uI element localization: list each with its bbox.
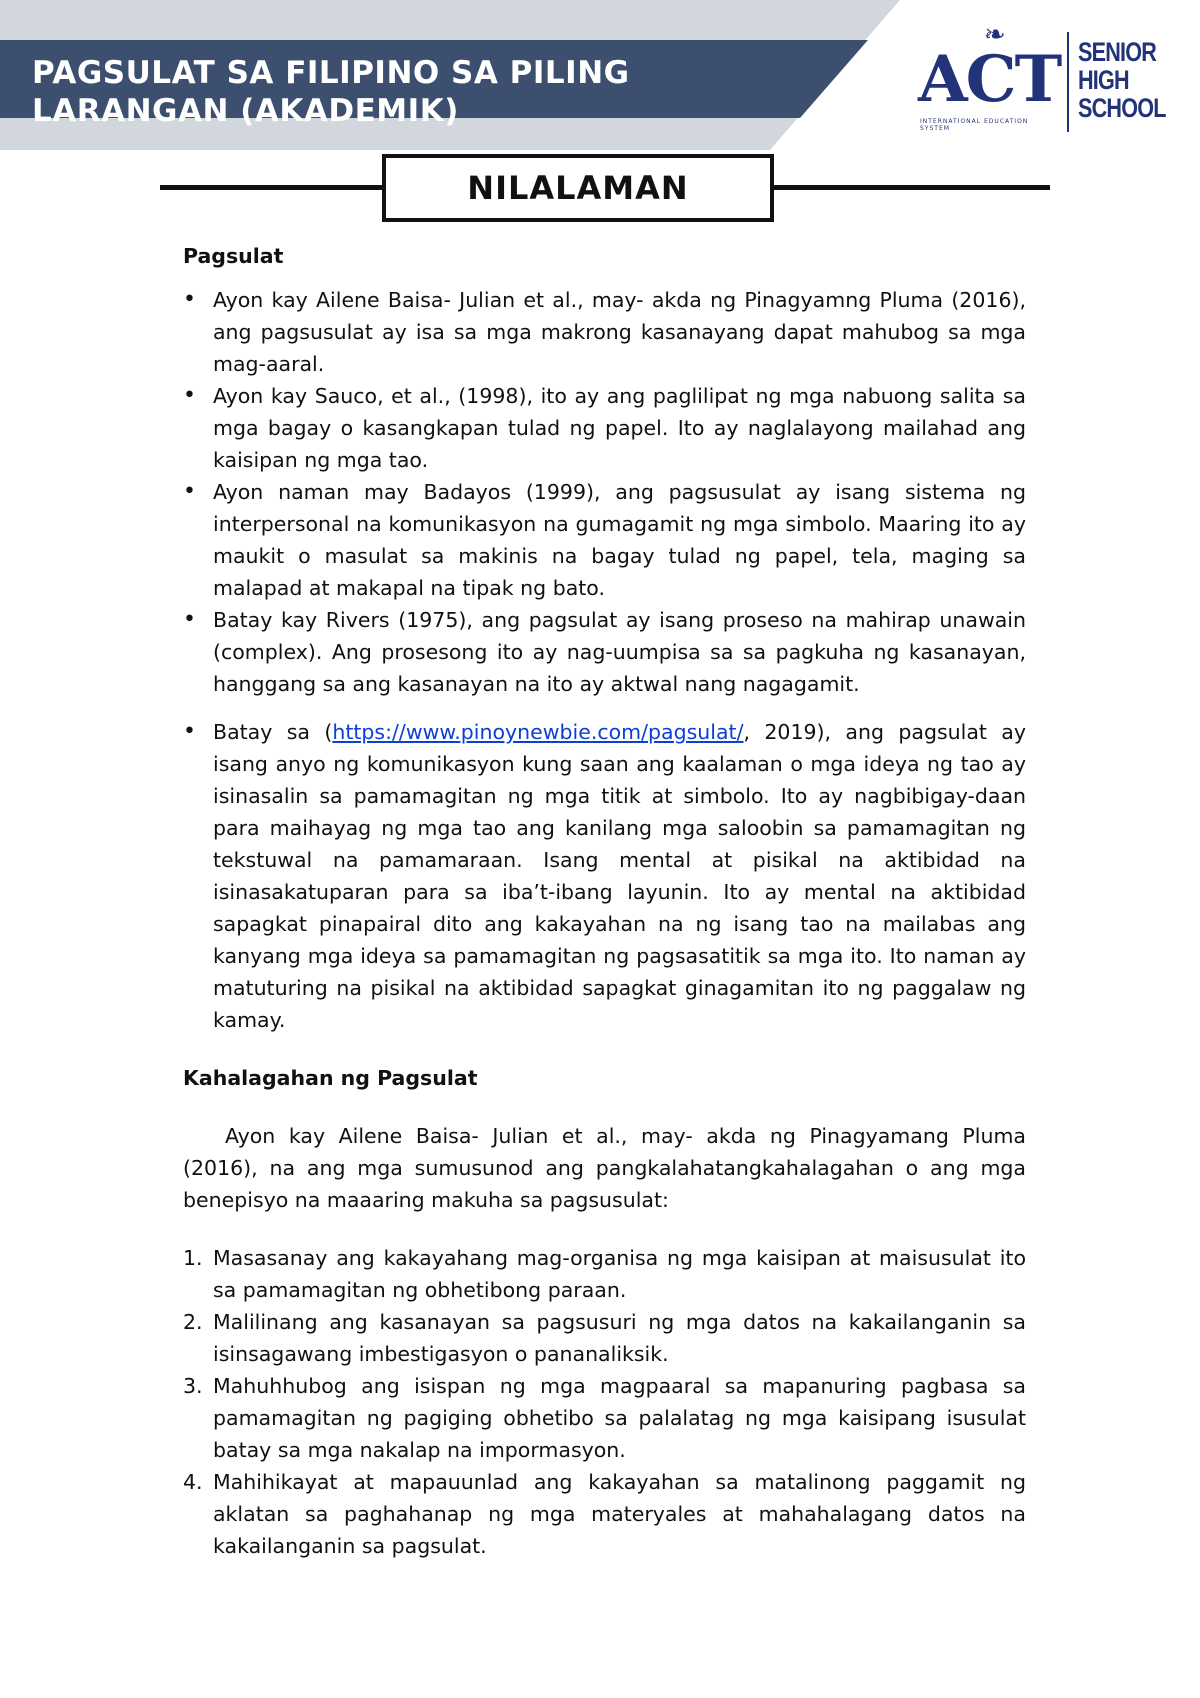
list-item (183, 1306, 1026, 1370)
source-text: , 2019), ang pagsulat ay isang anyo ng komunikasyon kung saan ang kaalaman o mga ideya ng tao ay isinasalin sa pamamagitan ng mga titik at simbolo. Ito ay nagbibigay-daan para maihayag ng mga tao ang kanilang mga saloobin sa pamamagitan ng tekstuwal na pamamaraan. Isang mental at pisikal na aktibidad na isinasakatuparan para sa iba’t-ibang layunin. Ito ay mental na aktibidad sapagkat pinapairal dito ang kakayahan na ng isang tao na mailabas ang kanyang mga ideya sa pamamagitan ng pagsasatitik sa mga ito. Ito naman ay matuturing na pisikal na aktibidad sapagkat ginagamitan ito ng paggalaw ng kamay. (213, 720, 1026, 1032)
document-body (183, 240, 1026, 1562)
heading-rule-left (160, 185, 382, 190)
act-logo-text: ACT (918, 42, 1061, 117)
bird-icon: ❧ (984, 20, 1006, 50)
list-item: • Batay kay Rivers (1975), ang pagsulat ay isang proseso na mahirap unawain (complex). Ang prosesong ito ay nag-uumpisa sa sa pagkuha ng kasanayan, hanggang sa ang kasanayan na ito ay aktwal nang nagagamit. (183, 604, 1026, 700)
shs-line-1: SENIOR (1078, 37, 1157, 67)
item-number: 1. (183, 1246, 203, 1270)
list-item: • Ayon kay Ailene Baisa- Julian et al., may- akda ng Pinagyamng Pluma (2016), ang pagsusulat ay isa sa mga makrong kasanayang dapat mahubog sa mga mag-aaral. (183, 284, 1026, 380)
source-link[interactable]: https://www.pinoynewbie.com/pagsulat/ (332, 720, 744, 744)
title-line-2: LARANGAN (AKADEMIK) (32, 93, 459, 129)
item-text: Mahihikayat at mapauunlad ang kakayahan sa matalinong paggamit ng aklatan sa paghahanap ng mga materyales at mahahalagang datos na kakailanganin sa pagsulat. (213, 1470, 1026, 1558)
logo-divider (1067, 32, 1069, 132)
item-text: Masasanay ang kakayahang mag-organisa ng mga kaisipan at maisusulat ito sa pamamagitan ng obhetibong paraan. (213, 1246, 1026, 1302)
shs-line-2: HIGH (1078, 65, 1129, 95)
shs-line-3: SCHOOL (1078, 93, 1166, 123)
title-line-1: PAGSULAT SA FILIPINO SA PILING (32, 55, 630, 91)
list-item (183, 716, 1026, 1036)
item-number: 2. (183, 1310, 203, 1334)
item-number: 4. (183, 1470, 203, 1494)
pagsulat-title: Pagsulat (183, 244, 284, 268)
kahalagahan-intro: Ayon kay Ailene Baisa- Julian et al., may- akda ng Pinagyamang Pluma (2016), na ang mga sumusunod ang pangkalahatangkahalagahan o ang mga benepisyo na maaaring makuha sa pagsusulat: (183, 1124, 1026, 1212)
pagsulat-list (183, 284, 1026, 1036)
item-number: 3. (183, 1374, 203, 1398)
list-item: • Ayon kay Sauco, et al., (1998), ito ay ang paglilipat ng mga nabuong salita sa mga bagay o kasangkapan tulad ng papel. Ito ay naglalayong mailahad ang kaisipan ng mga tao. (183, 380, 1026, 476)
kahalagahan-list (183, 1242, 1026, 1562)
senior-high-school-label (1078, 38, 1166, 122)
list-item (183, 1242, 1026, 1306)
document-title (32, 54, 630, 130)
list-item (183, 1466, 1026, 1562)
item-text: Malilinang ang kasanayan sa pagsusuri ng mga datos na kakailanganin sa isinsagawang imbestigasyon o pananaliksik. (213, 1310, 1026, 1366)
source-prefix: Batay sa ( (213, 720, 333, 744)
list-item: • Ayon naman may Badayos (1999), ang pagsusulat ay isang sistema ng interpersonal na komunikasyon na gumagamit ng mga simbolo. Maaring ito ay maukit o masulat sa makinis na bagay tulad ng papel, tela, maging sa malapad at makapal na tipak ng bato. (183, 476, 1026, 604)
heading-rule-right (774, 185, 1050, 190)
list-item (183, 1370, 1026, 1466)
item-text: Mahuhhubog ang isispan ng mga magpaaral sa mapanuring pagbasa sa pamamagitan ng pagiging obhetibo sa palalatag ng mga kaisipang isusulat batay sa mga nakalap na impormasyon. (213, 1374, 1026, 1462)
act-logo-tagline: INTERNATIONAL EDUCATION SYSTEM (920, 118, 1029, 132)
section-heading: NILALAMAN (382, 154, 774, 222)
kahalagahan-title: Kahalagahan ng Pagsulat (183, 1066, 478, 1090)
